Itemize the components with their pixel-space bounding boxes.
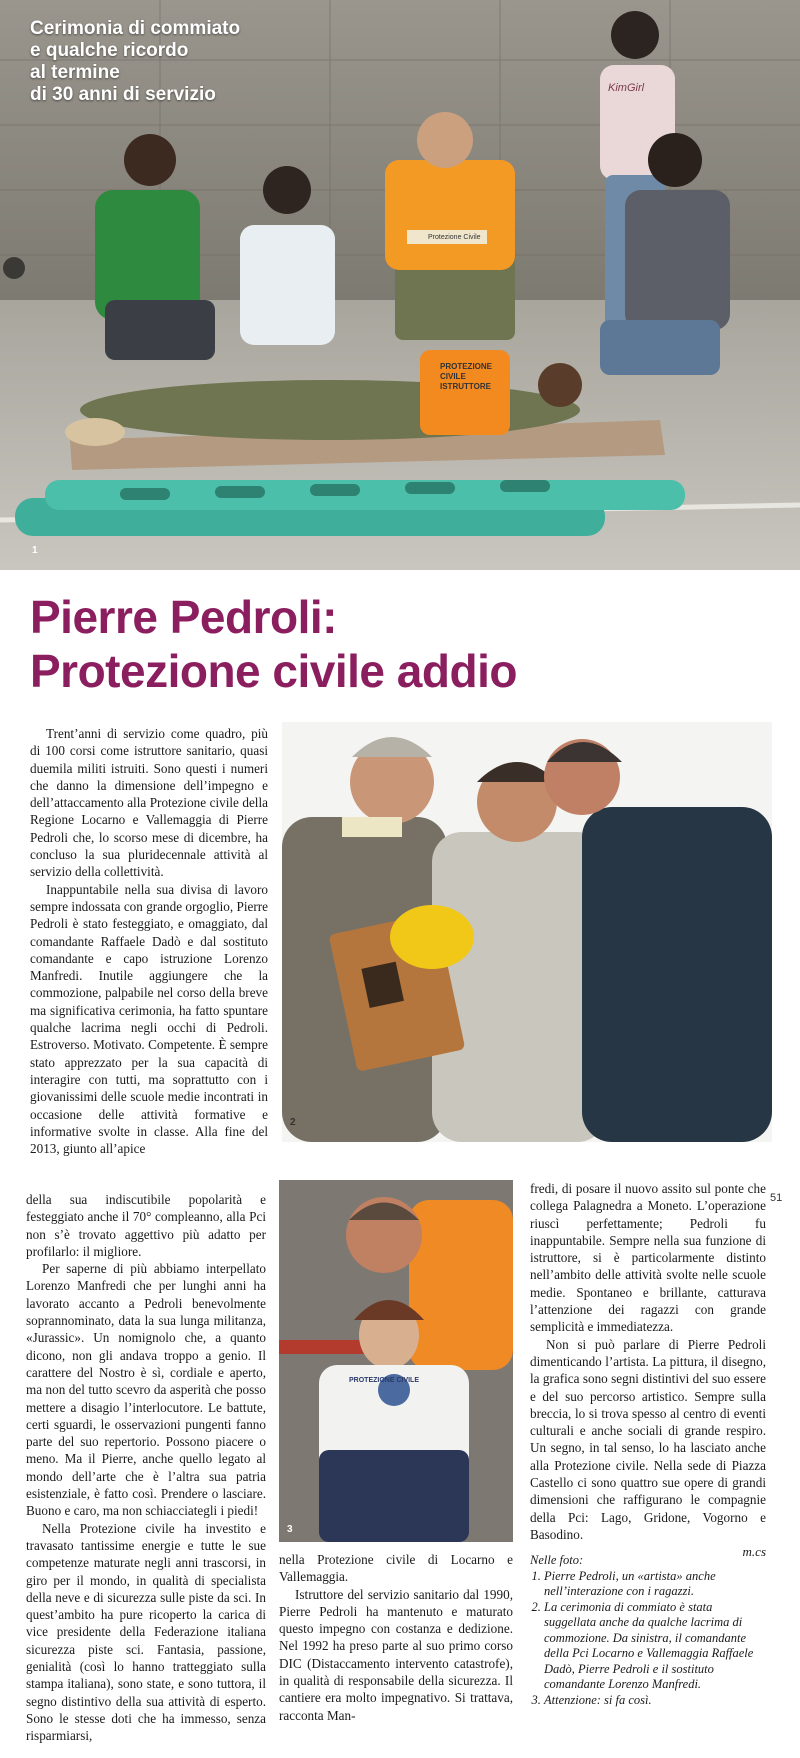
vest-text [440, 362, 500, 392]
paragraph: Inappuntabile nella sua divisa di lavoro sempre indossata con grande orgoglio, Pierre Pedroli è stato festeggiato, e omaggiato, dal comandante Raffaele Dadò e dal sostituto comandante e capo istruzione Lorenzo Manfredi. Inutile aggiungere che la commozione, palpabile nel corso della breve ma significativa cerimonia, ha fatto spuntare qualche lacrima negli occhi di Pedroli. Estroverso. Motivato. Competente. È sempre stato apprezzato per la sua capacità di interagire con tutti, ma soprattutto con i giovanissimi delle scuole medie incontrati in occasione delle attività formative e informative svolte in classe. Alla fine del 2013, giunto all’apice [30, 881, 268, 1157]
photo-captions [530, 1553, 766, 1708]
vest-text-line: ISTRUTTORE [440, 382, 491, 391]
shirt-logo-text: Protezione Civile [428, 234, 481, 241]
paragraph: Nella Protezione civile ha investito e travasato tantissime energie e tutte le sue competenze maturate negli anni trascorsi, in giro per il mondo, in qualità di specialista della neve e di sicurezza sulle piste da sci. In quest’ambito ha pure ricoperto la carica di vice presidente della Federazione italiana sicurezza piste sci. Fantasia, passione, genialità (così lo hanno tratteggiato sulla stampa italiana), sono state, e sono tuttora, il segno distintivo della sua attività di esperto. Sono le stesse doti che ha immesso, senza risparmiarsi, [26, 1520, 266, 1744]
paragraph: Trent’anni di servizio come quadro, più di 100 corsi come istruttore sanitario, quasi duemila militi istruiti. Sono questi i numeri che danno la dimensione dell’impegno e dell’attaccamento alla Protezione civile della Regione Locarno e Vallemaggia di Pierre Pedroli che, lo scorso mese di dicembre, ha concluso la sua pluridecennale attività al servizio della collettività. [30, 726, 268, 880]
paragraph: Non si può parlare di Pierre Pedroli dimenticando l’artista. La pittura, il disegno, la grafica sono segni distintivi del suo essere e del suo percorso artistico. Sempre sulla breccia, lo si trova spesso al centro di eventi culturali e anche sociali di grande respiro. Un segno, in tal senso, lo ha lasciato anche alla Protezione civile. Nella sede di Piazza Castello ci sono quattro sue opere di grandi dimensioni che raffigurano le compagnie della Pci: Lago, Gridone, Vogorno e Basodino. [530, 1336, 766, 1542]
top-photo-caption [30, 18, 240, 106]
caption-line: di 30 anni di servizio [30, 84, 216, 105]
photo-demonstration-illustration [279, 1180, 513, 1542]
paragraph: Per saperne di più abbiamo interpellato Lorenzo Manfredi che per lunghi anni ha lavorato accanto a Pedroli benevolmente soprannominato, data la sua lunga militanza, «Jurassic». Un nomignolo che, a quanto dicono, non gli andava troppo a genio. Il carattere del Nostro è sì, cordiale e aperto, ma non del tutto scevro da asperità che posso mettere a disagio l’interlocutore. Le battute, certi sguardi, le osservazioni pungenti fanno parte del suo repertorio. Possono piacere o meno. Ma il Pierre, anche quello legato al mondo dell’arte che è l’altra sua patria esistenziale, è fatto così. Prendere o lasciare. Buono e caro, ma non schiacciategli i piedi! [26, 1261, 266, 1519]
article-column-2 [26, 1191, 266, 1745]
photo-demonstration [279, 1180, 513, 1542]
photo-training-scene [0, 0, 800, 570]
paragraph: fredi, di posare il nuovo assito sul ponte che collega Palagnedra a Moneto. L’operazione riuscì perfettamente; Pedroli fu inappuntabile. Sempre nella sua funzione di istruttore, si è particolarmente distinto nell’ambito delle attività svolte nelle scuole medie. Spontaneo e brillante, catturava l’attenzione dei ragazzi con grande semplicità e immediatezza. [530, 1181, 766, 1335]
paragraph: nella Protezione civile di Locarno e Vallemaggia. [279, 1552, 513, 1585]
photo-ceremony-illustration [282, 722, 772, 1142]
caption-item: 1. Pierre Pedroli, un «artista» anche nell’interazione con i ragazzi. [544, 1569, 766, 1600]
article-column-1 [30, 725, 268, 1157]
photo-three-men [282, 722, 772, 1142]
photo-number: 3 [287, 1524, 293, 1535]
author-signature: m.cs [742, 1544, 766, 1560]
vest-text-line: PROTEZIONE CIVILE [440, 362, 493, 381]
captions-list [530, 1569, 766, 1709]
tshirt-print-text: KimGirl [608, 82, 645, 94]
headline-line-1: Pierre Pedroli: [30, 591, 337, 643]
headline-line-2: Protezione civile addio [30, 645, 517, 697]
photo-number: 2 [290, 1117, 296, 1128]
caption-line: e qualche ricordo [30, 40, 189, 61]
page-number-right: 51 [770, 1192, 783, 1204]
caption-line: Cerimonia di commiato [30, 18, 241, 39]
caption-line: al termine [30, 62, 120, 83]
article-column-3 [279, 1551, 513, 1724]
captions-heading: Nelle foto: [530, 1553, 584, 1567]
caption-item: 3. Attenzione: si fa così. [544, 1693, 766, 1709]
paragraph: Istruttore del servizio sanitario dal 1990, Pierre Pedroli ha mantenuto e maturato questo impegno con costanza e dedizione. Nel 1992 ha preso parte al suo primo corso DIC (Distaccamento intervento catastrofe), in qualità di responsabile della sicurezza. Il cantiere era molto impegnativo. Si trattava, racconta Man- [279, 1586, 513, 1723]
shirt-text: PROTEZIONE CIVILE [349, 1377, 420, 1384]
caption-item: 2. La cerimonia di commiato è stata suggellata anche da qualche lacrima di commozione. Da sinistra, il comandante della Pci Locarno e Vallemaggia Raffaele Dadò, Pierre Pedroli e il sostituto comandante Lorenzo Manfredi. [544, 1600, 766, 1693]
article-column-4 [530, 1180, 766, 1561]
article-headline [30, 590, 517, 698]
photo-number: 1 [32, 545, 38, 556]
paragraph: della sua indiscutibile popolarità e festeggiato anche il 70° compleanno, alla Pci non s’è trovato aggettivo più adatto per profilarlo: il migliore. [26, 1192, 266, 1259]
